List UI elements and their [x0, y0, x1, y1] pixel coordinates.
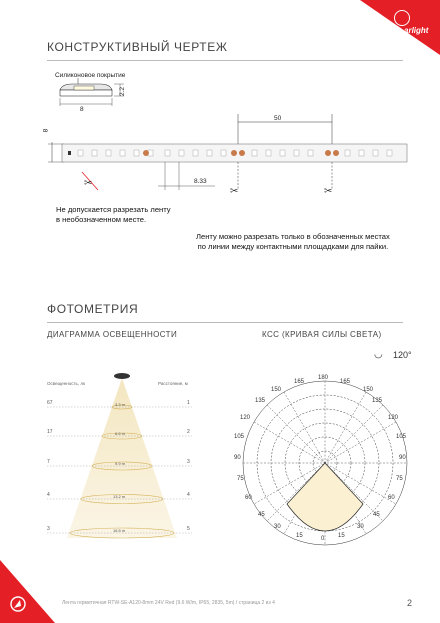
illum-diagram — [47, 370, 197, 540]
photometry-title: ФОТОМЕТРИЯ — [47, 302, 139, 316]
polar-label: 120 — [240, 415, 251, 421]
illum-diam-1: 3.3 m — [115, 402, 126, 407]
divider — [47, 60, 403, 61]
footer-text: Лента герметичная RTW-SE-A120-8mm 24V Red (9.6 W/m, IP65, 2835, 5m) / страница 2 из 4 — [62, 600, 275, 606]
beam-angle: 120° — [393, 350, 412, 360]
illum-diam-3: 9.9 m — [115, 461, 126, 466]
illum-lux-3: 7 — [47, 459, 50, 465]
svg-text:✂: ✂ — [230, 186, 239, 197]
polar-label: 150 — [363, 387, 374, 393]
illum-dist-1: 1 — [187, 400, 190, 406]
note-left: Не допускается разрезать ленту в необозначенном месте. — [56, 205, 171, 224]
svg-text:✂: ✂ — [324, 186, 333, 197]
polar-label: 105 — [396, 434, 407, 440]
dim-led: 8.33 — [194, 178, 207, 185]
polar-label: 30 — [274, 524, 281, 530]
polar-label: 90 — [399, 455, 406, 461]
illum-lux-2: 17 — [47, 429, 53, 435]
illum-lux-1: 67 — [47, 400, 53, 406]
polar-label: 30 — [357, 524, 364, 530]
polar-label: 75 — [396, 476, 403, 482]
dim-width: 8 — [80, 106, 84, 113]
beam-angle-icon: ◡ — [374, 349, 383, 360]
illum-lux-5: 3 — [47, 526, 50, 532]
dim-strip: 8 — [42, 128, 50, 133]
illum-diam-4: 13.2 m — [113, 494, 126, 499]
strip-drawing — [40, 110, 420, 205]
illum-dist-3: 3 — [187, 459, 190, 465]
polar-label: 15 — [338, 533, 345, 539]
divider — [47, 322, 403, 323]
bottom-corner-triangle — [0, 560, 55, 623]
illum-lux-4: 4 — [47, 492, 50, 498]
polar-label: 120 — [388, 415, 399, 421]
svg-text:✂: ✂ — [84, 178, 93, 189]
drawing-title: КОНСТРУКТИВНЫЙ ЧЕРТЕЖ — [47, 40, 228, 54]
illum-diam-5: 16.5 m — [113, 528, 126, 533]
polar-label: 15 — [296, 533, 303, 539]
polar-label: 135 — [255, 398, 266, 404]
polar-label: 165 — [340, 379, 351, 385]
polar-label: 180 — [318, 375, 329, 381]
polar-label: 75 — [237, 476, 244, 482]
logo-icon — [394, 10, 410, 26]
polar-label: 60 — [388, 495, 395, 501]
dim-height: 2.2 — [119, 86, 127, 97]
polar-label: 105 — [234, 434, 245, 440]
polar-chart — [230, 368, 420, 548]
illum-col-left: Освещенность, лк — [47, 381, 85, 386]
polar-label: 0 — [321, 536, 325, 542]
polar-label: 135 — [372, 398, 383, 404]
ksc-title: КСС (КРИВАЯ СИЛЫ СВЕТА) — [262, 330, 382, 339]
polar-label: 60 — [245, 495, 252, 501]
illum-dist-2: 2 — [187, 429, 190, 435]
polar-label: 45 — [373, 512, 380, 518]
polar-label: 165 — [294, 379, 305, 385]
polar-label: 45 — [258, 512, 265, 518]
polar-label: 90 — [234, 455, 241, 461]
dim-pitch: 50 — [274, 115, 282, 122]
illum-diam-2: 6.6 m — [115, 431, 126, 436]
illum-col-right: Расстояние, м — [158, 381, 188, 386]
illum-title: ДИАГРАММА ОСВЕЩЕННОСТИ — [47, 330, 178, 339]
page-number: 2 — [407, 598, 413, 608]
polar-label: 150 — [271, 387, 282, 393]
note-right: Ленту можно разрезать только в обозначенных местах по линии между контактными площадками для пайки. — [196, 232, 390, 251]
illum-dist-5: 5 — [187, 526, 190, 532]
silicone-label: Силиконовое покрытие — [55, 72, 126, 79]
logo-text: arlight — [404, 26, 429, 35]
illum-dist-4: 4 — [187, 492, 190, 498]
